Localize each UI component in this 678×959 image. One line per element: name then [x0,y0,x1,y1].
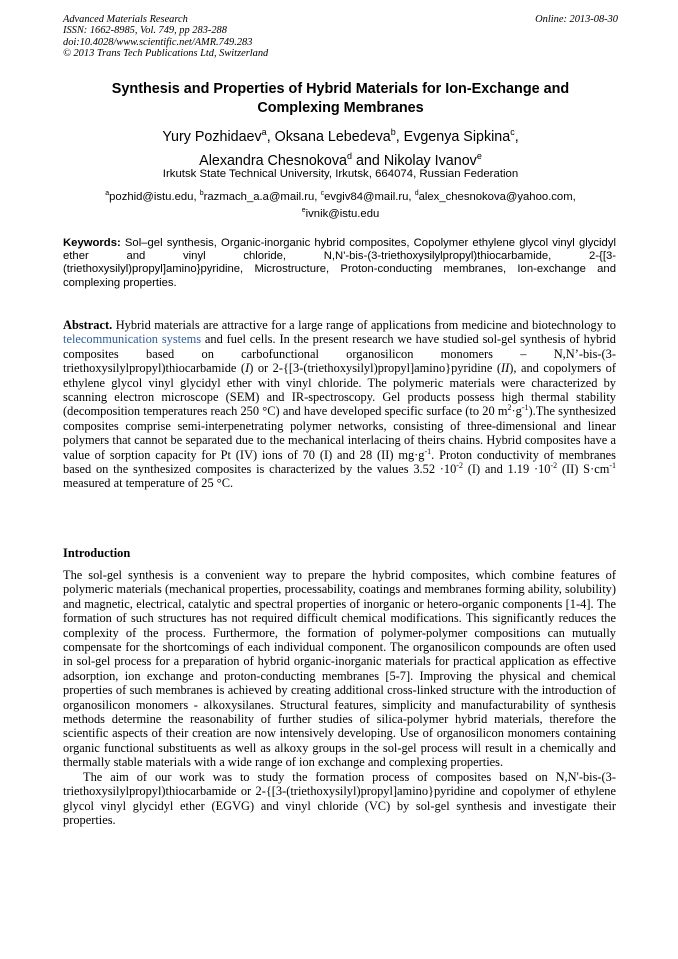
abstract-text: ·g [511,404,522,419]
compound-ref: II [501,361,510,376]
abstract-text: ), and copolymers of ethylene glycol vinyl glycidyl ether with vinyl chloride. The polymeric materials were characterized by scanning electron microscope (SEM) and IR-spectroscopy. Gel products possess high thermal stability (decomposition temperatures reach 250 °C) and have developed specific surface (to 20 m [63,361,616,419]
email-superscript: c [320,190,325,197]
email-superscript: d [414,190,419,197]
author-list [63,123,618,170]
doi-line: doi:10.4028/www.scientific.net/AMR.749.283 [63,36,253,48]
affiliation: Irkutsk State Technical University, Irkutsk, 664074, Russian Federation [162,168,519,180]
title-line-1: Synthesis and Properties of Hybrid Materials for Ion-Exchange and [111,81,570,97]
email-superscript: a [105,190,110,197]
keywords-section [63,237,616,290]
superscript: -2 [456,460,463,470]
email-a[interactable]: pozhid@istu.edu, [109,190,197,203]
author-superscript: c [510,127,515,137]
author-superscript: e [476,150,482,161]
abstract-text: ) or 2-{[3-(triethoxysilyl)propyl]amino}pyridine ( [249,361,501,376]
author-name: Nikolay Ivanov [383,152,477,169]
author-superscript: d [346,150,352,161]
issn-line: ISSN: 1662-8985, Vol. 749, pp 283-288 [63,25,227,37]
keywords-label: Keywords: [63,237,121,249]
superscript: -1 [521,403,529,413]
email-b[interactable]: razmach_a.a@mail.ru, [203,190,318,203]
author-line-1: Yury Pozhidaev$^a$, Oksana Lebedeva$^b$, Evgenya Sipkina$^c$, [162,127,519,145]
abstract-text: measured at temperature of 25 °C. [63,476,234,491]
author-emails [63,187,618,221]
author-superscript: a [261,127,267,137]
keywords-text: Sol–gel synthesis, Organic-inorganic hybrid composites, Copolymer ethylene glycol vinyl glycidyl ether and vinyl chloride, N,N'-bis-(3-triethoxysilylpropyl)thiocarbamide, 2-{[3-(triethoxysilyl)propyl]amino}pyridine, Microstructure, Proton-conducting membranes, Ion-exchange and complexing properties. [63,237,616,289]
email-e[interactable]: ivnik@istu.edu [305,207,380,220]
email-superscript: e [301,206,306,214]
email-d[interactable]: alex_chesnokova@yahoo.com, [418,190,576,203]
journal-name: Advanced Materials Research [63,14,188,25]
abstract-text: (II) S·cm [561,462,610,477]
author-superscript: b [390,127,396,137]
author-name: Evgenya Sipkina [403,128,511,145]
superscript: -1 [424,446,432,456]
paper-title [63,80,618,117]
compound-ref: I [245,361,250,376]
superscript: 2 [507,403,512,413]
superscript: -2 [550,460,558,470]
abstract-text: ).The synthesized composites comprise semi-interpenetrating polymer networks, consisting of three-dimensional and linear polymers that cannot be separated due to the mechanical interlacing of theirs chains. Hybrid composites have a value of sorption capacity for Pt (IV) ions of 70 (I) and 28 (II) mg·g [63,404,616,462]
email-c[interactable]: evgiv84@mail.ru, [324,190,412,203]
author-name: Yury Pozhidaev [162,128,262,145]
author-conjunction: and [355,152,380,169]
superscript: -1 [609,460,617,470]
introduction-heading: Introduction [63,546,131,560]
copyright-line: © 2013 Trans Tech Publications Ltd, Switzerland [63,48,269,60]
abstract-label: Abstract. [63,318,113,332]
abstract-text: Hybrid materials are attractive for a large range of applications from medicine and biotechnology to [115,318,616,332]
email-line-2 [63,204,618,221]
author-name: Alexandra Chesnokova [199,152,347,169]
intro-paragraph-2: The aim of our work was to study the formation process of composites based on N,N'-bis-(3-triethoxysilylpropyl)thiocarbamide or 2-{[3-(triethoxysilyl)propyl]amino}pyridine and copolymer of ethylene glycol vinyl glycidyl ether (EGVG) and vinyl chloride (VC) by sol-gel synthesis and investigate their properties. [63,769,616,827]
abstract-text: (I) and 1.19 ·10 [467,462,551,477]
online-date: Online: 2013-08-30 [535,14,618,25]
journal-header [63,14,618,60]
author-name: Oksana Lebedeva [274,128,391,145]
title-line-2: Complexing Membranes [257,99,424,116]
abstract-text: and fuel cells. In the present research we have studied sol-gel synthesis of hybrid composites based on carbofunctional organosilicon monomers – N,N’-bis-(3-triethoxysilylpropyl)thiocarbamide ( [63,332,616,376]
intro-paragraph-1: The sol-gel synthesis is a convenient way to prepare the hybrid composites, which combine features of polymeric materials (mechanical properties, processability, coatings and membranes forming ability, solubility) and magnetic, electrical, catalytic and spectral properties of inorganic or hetero-organic components [1-4]. The formation of such structures has not required difficult chemical modifications. This significantly reduces the complexity of the process. Furthermore, the formation of polymer-polymer compositions can mutually compensate for the shortcomings of each individual component. The organosilicon compounds are often used in sol-gel process for a preparation of hybrid organic-inorganic materials for practical application as effective adsorption, ion exchange and proton-conducting membranes [5-7]. Improving the physical and chemical properties of such membranes is achieved by creating additional cross-linked structure with the introduction of organosilicon monomers - alkoxysilanes. Structural features, simplicity and manufacturability of synthesis methods determine the reasonability of further studies of silica-polymer hybrid materials, therefore the scientific aspects of their creation are now intensively developing. Use of organosilicon monomers containing organic functional substituents as well as alkoxy groups in the sol-gel process will result in a chemically and thermally stable materials with a wide range of ion exchange and complexing properties. [63,568,616,770]
email-superscript: b [199,190,204,197]
telecom-link[interactable]: telecommunication systems [63,332,202,347]
introduction-body [63,568,616,827]
email-line-1 [63,187,618,204]
abstract-text: . Proton conductivity of membranes based on the synthesized composites is characterized by the values 3.52 ·10 [63,447,616,477]
abstract-section [63,318,616,491]
